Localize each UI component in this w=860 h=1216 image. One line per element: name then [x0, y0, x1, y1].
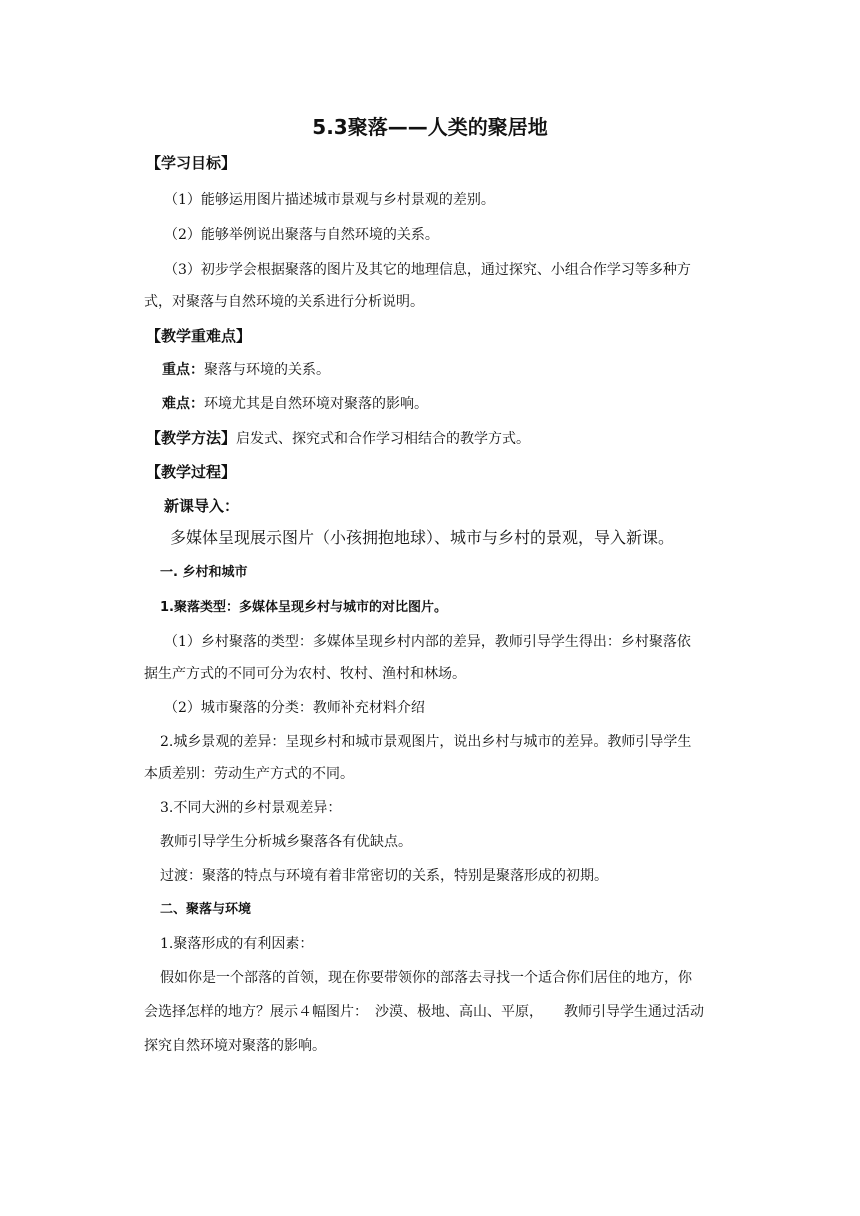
difficulty-label: 难点： — [162, 396, 204, 412]
focus-line — [162, 360, 330, 380]
section2-p2-end: 探究自然环境对聚落的影响。 — [144, 1038, 326, 1054]
section1-p6: 教师引导学生分析城乡聚落各有优缺点。 — [160, 834, 412, 850]
page-title: 5.3聚落——人类的聚居地 — [312, 115, 548, 139]
section1-p3: （2）城市聚落的分类：教师补充材料介绍 — [164, 700, 425, 716]
intro-heading: 新课导入： — [164, 497, 240, 515]
difficulty-line — [162, 394, 428, 414]
focus-text: 聚落与环境的关系。 — [204, 362, 330, 378]
focus-label: 重点： — [162, 362, 204, 378]
keypoints-heading: 【教学重难点】 — [146, 327, 252, 345]
section2-heading: 二、聚落与环境 — [160, 902, 252, 917]
section1-p2-continued: 据生产方式的不同可分为农村、牧村、渔村和林场。 — [144, 666, 466, 682]
section2-p2: 假如你是一个部落的首领，现在你要带领你的部落去寻找一个适合你们居住的地方，你 — [160, 970, 692, 986]
section1-p2: （1）乡村聚落的类型：多媒体呈现乡村内部的差异，教师引导学生得出：乡村聚落依 — [164, 634, 691, 650]
section1-p4-continued: 本质差别：劳动生产方式的不同。 — [144, 766, 354, 782]
section2-p2-continued: 会选择怎样的地方？展示４幅图片： 沙漠、极地、高山、平原， 教师引导学生通过活动 — [144, 1004, 704, 1020]
method-text: 启发式、探究式和合作学习相结合的教学方式。 — [236, 431, 531, 447]
difficulty-text: 环境尤其是自然环境对聚落的影响。 — [204, 396, 428, 412]
goal-item-1: （1）能够运用图片描述城市景观与乡村景观的差别。 — [164, 192, 495, 208]
goals-heading: 【学习目标】 — [146, 154, 237, 172]
section2-p1: 1.聚落形成的有利因素： — [160, 936, 314, 952]
goal-item-3: （3）初步学会根据聚落的图片及其它的地理信息，通过探究、小组合作学习等多种方 — [164, 262, 691, 278]
section1-p7: 过渡：聚落的特点与环境有着非常密切的关系，特别是聚落形成的初期。 — [160, 868, 608, 884]
method-heading: 【教学方法】 — [146, 429, 237, 447]
section1-p1: 1.聚落类型：多媒体呈现乡村与城市的对比图片。 — [160, 600, 447, 615]
process-heading: 【教学过程】 — [146, 463, 237, 481]
section1-p4: 2.城乡景观的差异：呈现乡村和城市景观图片，说出乡村与城市的差异。教师引导学生 — [160, 734, 692, 750]
goal-item-3-continued: 式，对聚落与自然环境的关系进行分析说明。 — [144, 294, 424, 310]
intro-text: 多媒体呈现展示图片（小孩拥抱地球）、城市与乡村的景观，导入新课。 — [170, 528, 675, 547]
section1-heading: 一. 乡村和城市 — [160, 565, 248, 580]
goal-item-2: （2）能够举例说出聚落与自然环境的关系。 — [164, 227, 439, 243]
section1-p5: 3.不同大洲的乡村景观差异： — [160, 800, 342, 816]
method-line — [146, 428, 530, 449]
